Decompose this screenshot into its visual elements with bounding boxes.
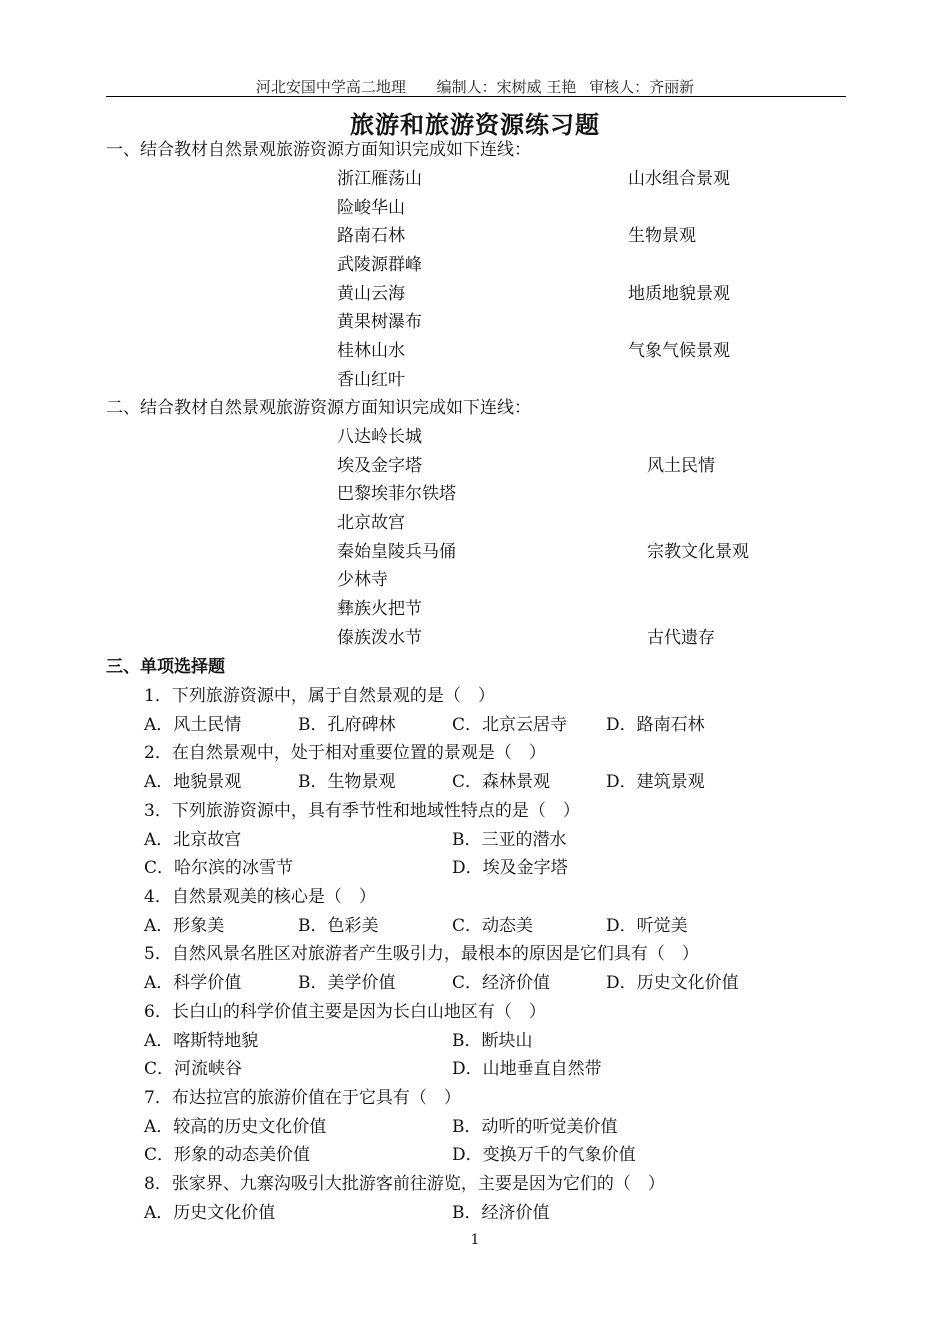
option: B．动听的听觉美价值 <box>452 1117 618 1137</box>
page-number: 1 <box>470 1232 480 1248</box>
option: B．生物景观 <box>298 772 396 792</box>
option: B．色彩美 <box>298 916 379 936</box>
question-text: 1．下列旅游资源中，属于自然景观的是（ ） <box>144 686 495 706</box>
s2-left-item: 北京故宫 <box>337 513 405 533</box>
option: D．历史文化价值 <box>606 973 739 993</box>
page-title: 旅游和旅游资源练习题 <box>350 110 600 139</box>
s1-right-item: 山水组合景观 <box>628 169 730 189</box>
s2-right-item: 风土民情 <box>647 456 715 476</box>
s1-left-item: 浙江雁荡山 <box>337 169 422 189</box>
s1-left-item: 黄果树瀑布 <box>337 312 422 332</box>
s2-left-item: 彝族火把节 <box>337 599 422 619</box>
s1-left-item: 桂林山水 <box>337 341 405 361</box>
s1-left-item: 路南石林 <box>337 226 405 246</box>
document-header <box>0 76 950 97</box>
header-editors: 编制人：宋树威 王艳 <box>436 78 577 96</box>
s1-right-item: 地质地貌景观 <box>628 284 730 304</box>
option: C．河流峡谷 <box>144 1059 243 1079</box>
question-text: 5．自然风景名胜区对旅游者产生吸引力，最根本的原因是它们具有（ ） <box>144 944 699 964</box>
option: D．变换万千的气象价值 <box>452 1145 636 1165</box>
option: B．美学价值 <box>298 973 396 993</box>
question-text: 2．在自然景观中，处于相对重要位置的景观是（ ） <box>144 743 546 763</box>
option: D．路南石林 <box>606 715 705 735</box>
option: A．风土民情 <box>144 715 242 735</box>
s2-left-item: 八达岭长城 <box>337 427 422 447</box>
option: B．三亚的潜水 <box>452 830 567 850</box>
s2-left-item: 少林寺 <box>337 570 388 590</box>
option: A．地貌景观 <box>144 772 242 792</box>
s1-left-item: 武陵源群峰 <box>337 255 422 275</box>
option: C．经济价值 <box>452 973 551 993</box>
option: A．形象美 <box>144 916 225 936</box>
option: A．喀斯特地貌 <box>144 1031 259 1051</box>
header-divider <box>106 96 846 97</box>
s2-left-item: 傣族泼水节 <box>337 628 422 648</box>
header-reviewer: 审核人：齐丽新 <box>589 78 695 96</box>
question-text: 8．张家界、九寨沟吸引大批游客前往游览，主要是因为它们的（ ） <box>144 1174 665 1194</box>
option: C．动态美 <box>452 916 534 936</box>
question-text: 4．自然景观美的核心是（ ） <box>144 887 376 907</box>
section2-heading: 二、结合教材自然景观旅游资源方面知识完成如下连线： <box>106 398 531 418</box>
option: B．孔府碑林 <box>298 715 396 735</box>
option: D．山地垂直自然带 <box>452 1059 602 1079</box>
s1-left-item: 香山红叶 <box>337 370 405 390</box>
section3-heading: 三、单项选择题 <box>106 657 225 677</box>
option: C．北京云居寺 <box>452 715 568 735</box>
header-school: 河北安国中学高二地理 <box>255 78 406 96</box>
s1-right-item: 气象气候景观 <box>628 341 730 361</box>
option: A．历史文化价值 <box>144 1203 276 1223</box>
option: D．听觉美 <box>606 916 688 936</box>
option: D．建筑景观 <box>606 772 705 792</box>
s1-left-item: 黄山云海 <box>337 284 405 304</box>
option: A．较高的历史文化价值 <box>144 1117 327 1137</box>
option: B．断块山 <box>452 1031 533 1051</box>
option: A．科学价值 <box>144 973 242 993</box>
option: B．经济价值 <box>452 1203 550 1223</box>
option: C．森林景观 <box>452 772 551 792</box>
section1-heading: 一、结合教材自然景观旅游资源方面知识完成如下连线： <box>106 140 531 160</box>
option: A．北京故宫 <box>144 830 242 850</box>
question-text: 6．长白山的科学价值主要是因为长白山地区有（ ） <box>144 1002 546 1022</box>
s1-right-item: 生物景观 <box>628 226 696 246</box>
s2-left-item: 秦始皇陵兵马俑 <box>337 542 456 562</box>
question-text: 7．布达拉宫的旅游价值在于它具有（ ） <box>144 1088 461 1108</box>
s1-left-item: 险峻华山 <box>337 198 405 218</box>
s2-right-item: 宗教文化景观 <box>647 542 749 562</box>
option: D．埃及金字塔 <box>452 858 568 878</box>
option: C．哈尔滨的冰雪节 <box>144 858 294 878</box>
s2-right-item: 古代遗存 <box>647 628 715 648</box>
s2-left-item: 巴黎埃菲尔铁塔 <box>337 484 456 504</box>
option: C．形象的动态美价值 <box>144 1145 311 1165</box>
question-text: 3．下列旅游资源中，具有季节性和地域性特点的是（ ） <box>144 801 580 821</box>
s2-left-item: 埃及金字塔 <box>337 456 422 476</box>
